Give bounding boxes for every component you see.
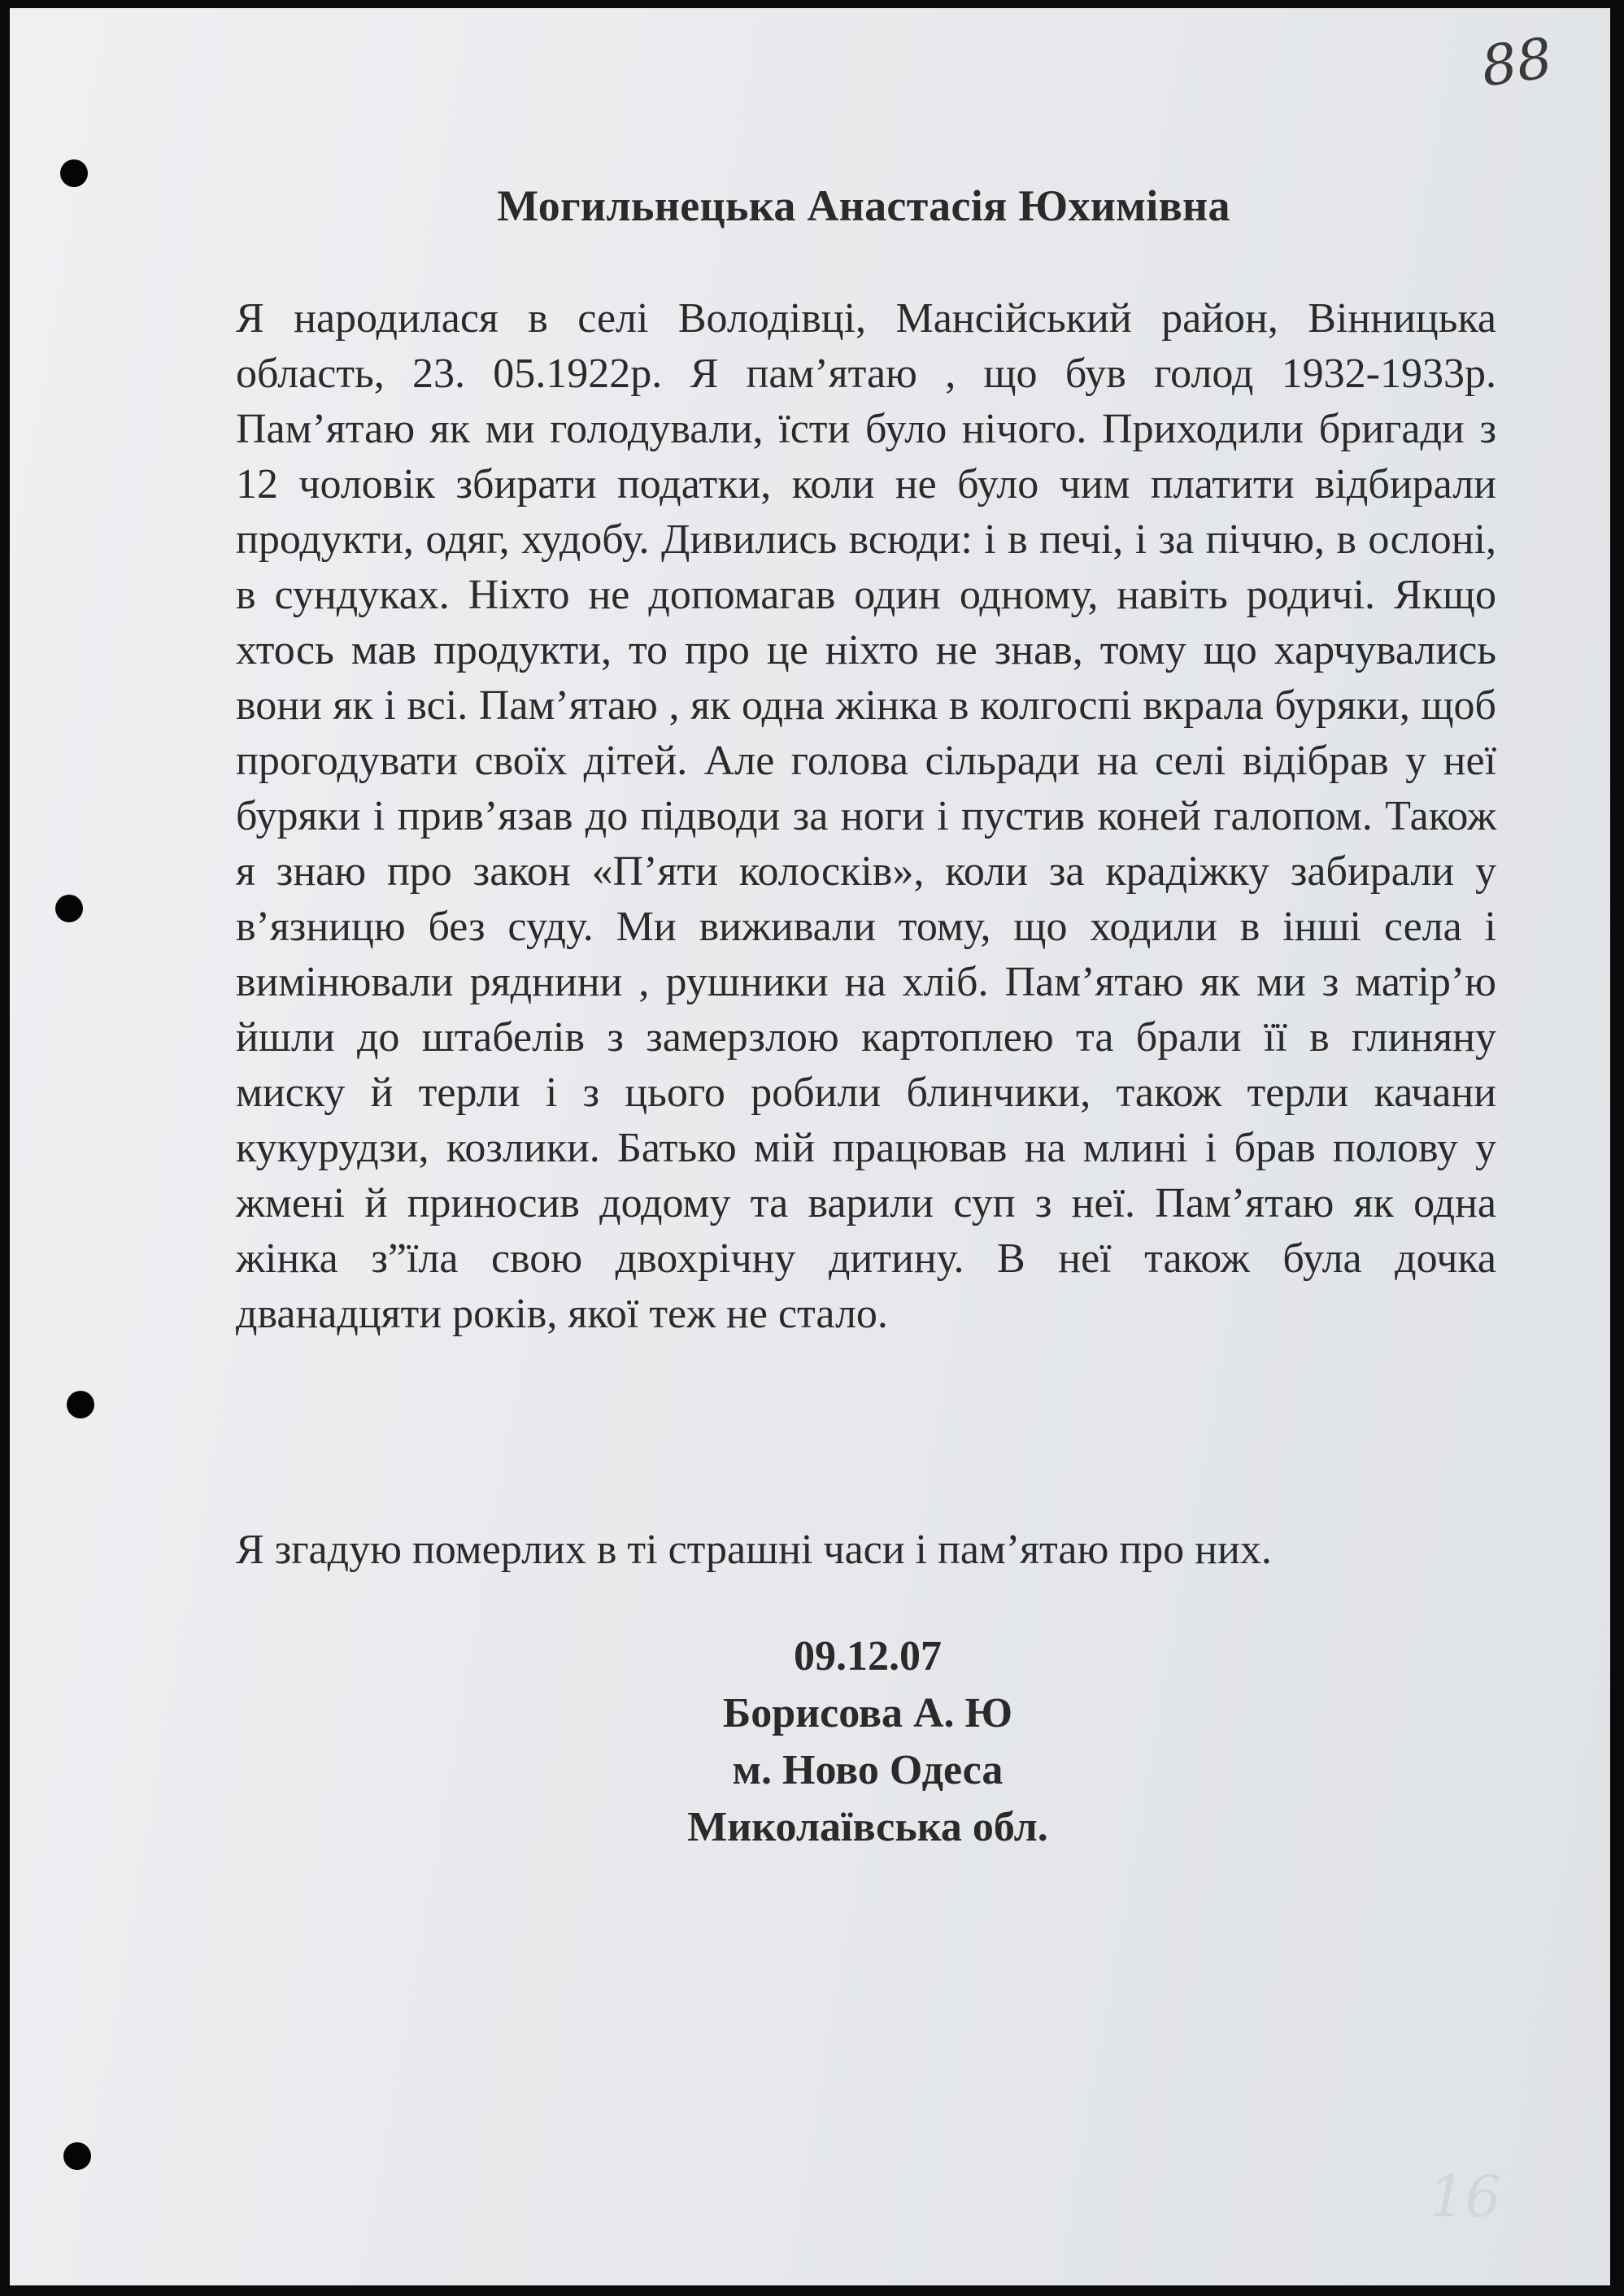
document-page — [10, 8, 1610, 2285]
closing-line: Я згадую померлих в ті страшні часи і пам’ятаю про них. — [236, 1527, 1272, 1573]
handwritten-page-number: 88 — [1477, 26, 1557, 100]
testimony-body: Я народилася в селі Володівці, Мансійський район, Вінницька область, 23. 05.1922р. Я пам’ятаю , що був голод 1932-1933р. Пам’ятаю як ми голодували, їсти було нічого. Приходили бригади з 12 чоловік збирати податки, коли не було чим платити відбирали продукти, одяг, худобу. Дивились всюди: і в печі, і за піччю, в ослоні, в сундуках. Ніхто не допомагав один одному, навіть родичі. Якщо хтось мав продукти, то про це ніхто не знав, тому що харчувались вони як і всі. Пам’ятаю , як одна жінка в колгоспі вкрала буряки, щоб прогодувати своїх дітей. Але голова сільради на селі відібрав у неї буряки і прив’язав до підводи за ноги і пустив коней галопом. Також я знаю про закон «П’яти колосків», коли за крадіжку забирали у в’язницю без суду. Ми виживали тому, що ходили в інші села і вимінювали ряднини , рушники на хліб. Пам’ятаю як ми з матір’ю йшли до штабелів з замерзлою картоплею та брали її в глиняну миску й терли і з цього робили блинчики, також терли качани кукурудзи, козлики. Батько мій працював на млині і брав полову у жмені й приносив додому та варили суп з неї. Пам’ятаю як одна жінка з”їла свою двохрічну дитину. В неї також була дочка дванадцяти років, якої теж не стало. — [236, 295, 1496, 1337]
signature-city: м. Ново Одеса — [732, 1747, 1004, 1793]
punch-hole-icon — [55, 895, 83, 922]
document-title: Могильнецька Анастасія Юхимівна — [497, 181, 1230, 230]
signature-date: 09.12.07 — [794, 1633, 942, 1680]
signature-block — [10, 1628, 1624, 1856]
punch-hole-icon — [63, 2142, 91, 2170]
punch-hole-icon — [67, 1391, 94, 1418]
signature-region: Миколаївська обл. — [687, 1804, 1048, 1850]
signature-name: Борисова А. Ю — [722, 1690, 1013, 1736]
faint-pencil-mark: 16 — [1429, 2163, 1502, 2230]
